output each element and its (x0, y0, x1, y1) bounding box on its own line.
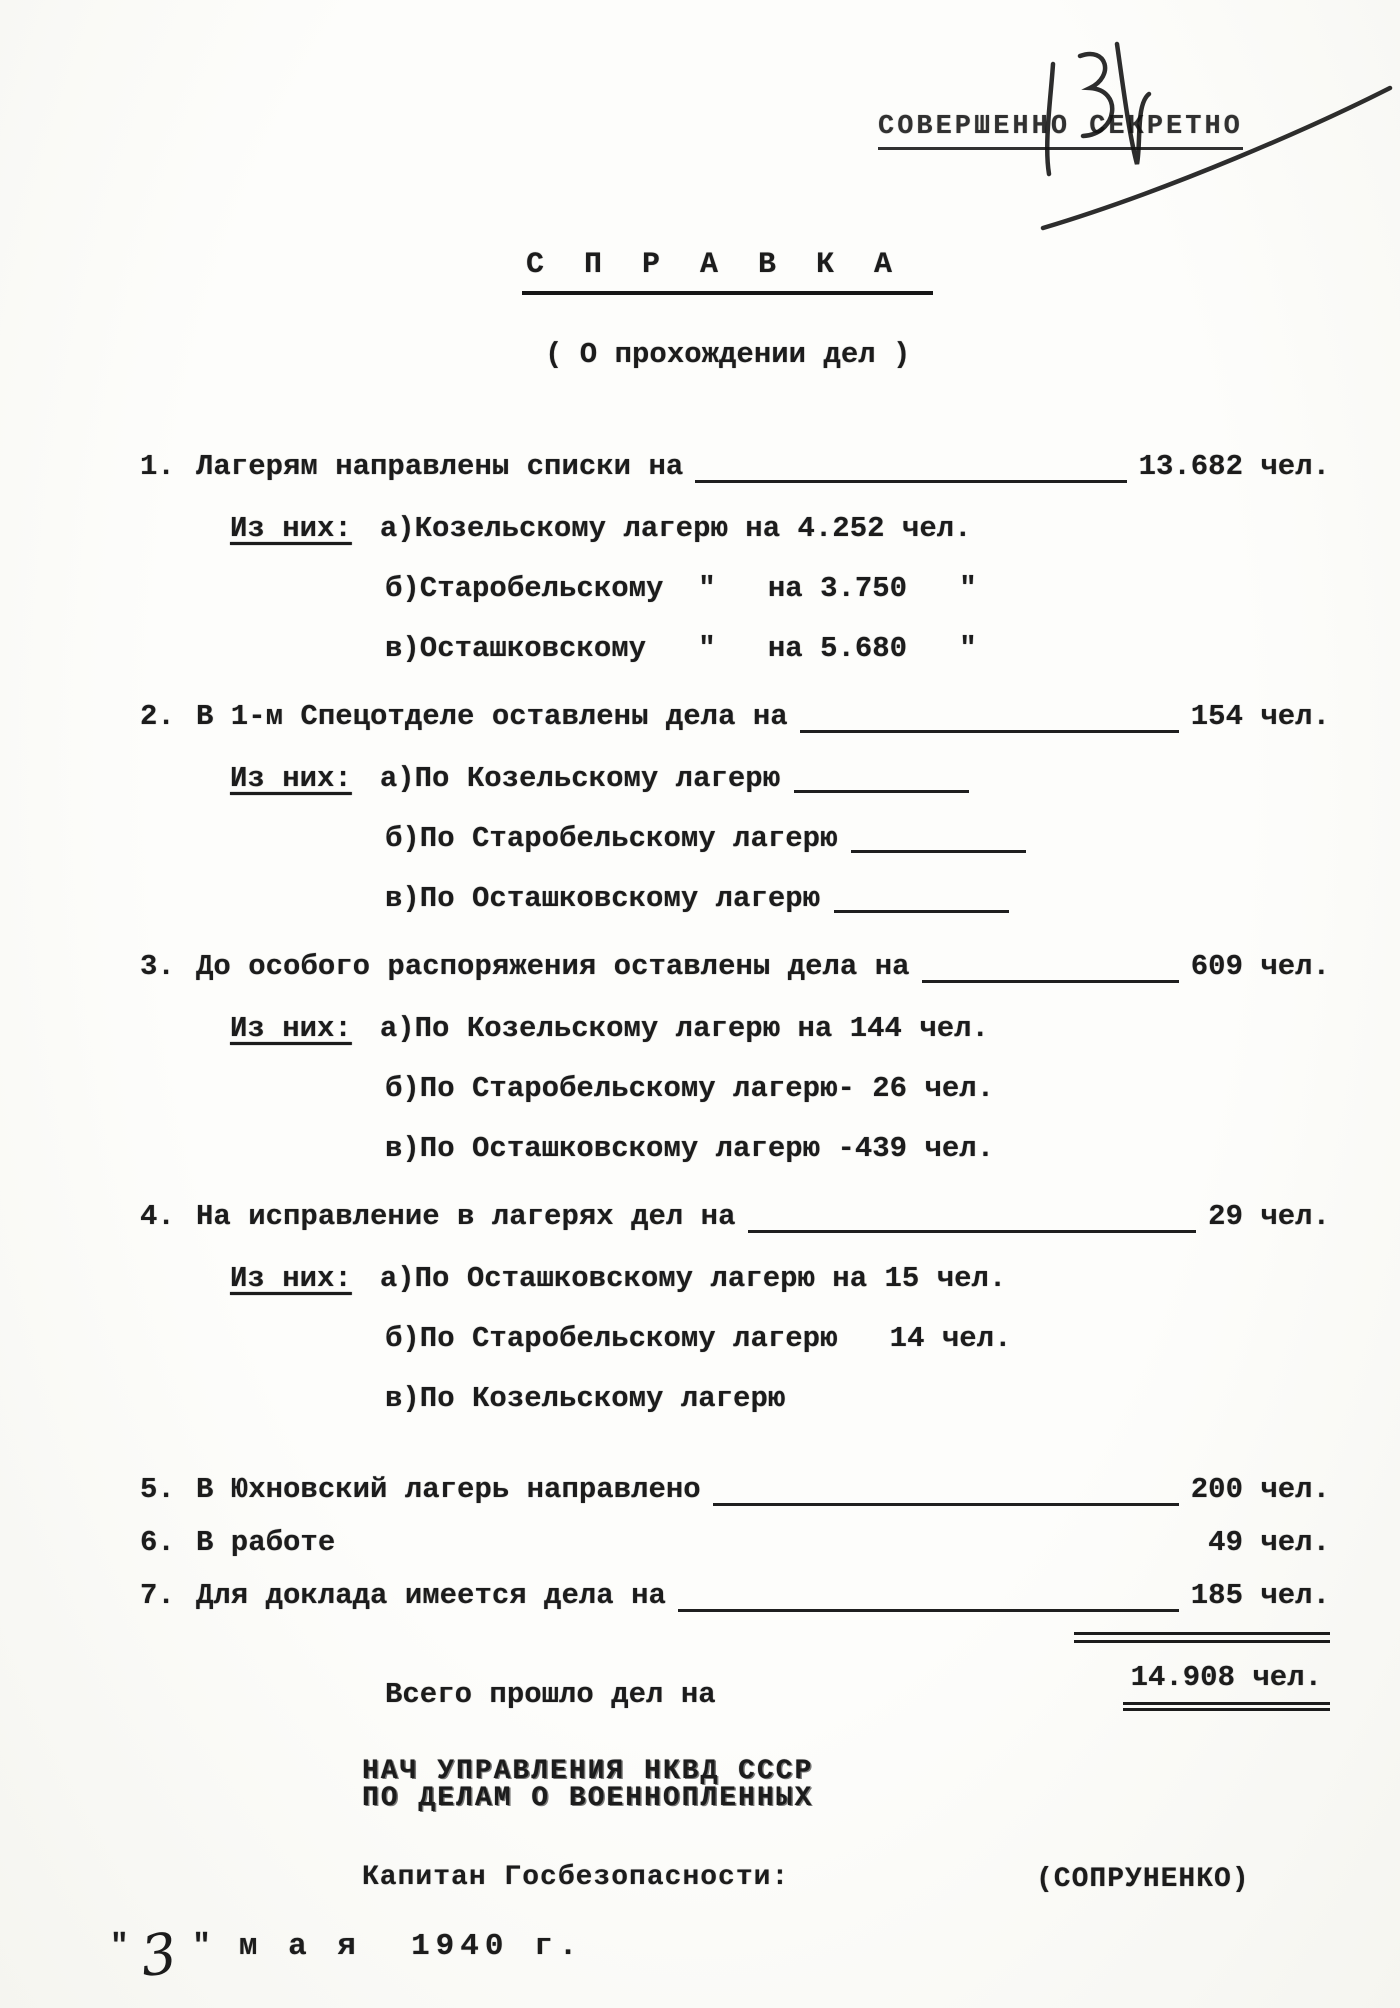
item-number: 6. (140, 1526, 175, 1559)
date-quote-close: " (192, 1929, 213, 1964)
subitem-text: а)Козельскому лагерю на 4.252 чел. (379, 512, 972, 545)
subitem-text: в)Осташковскому " на 5.680 " (385, 632, 977, 665)
item-7 (140, 1579, 1330, 1612)
signature-rank: Капитан Госбезопасности: (362, 1862, 790, 1893)
item-2-subline-v (140, 882, 1330, 915)
item-label: В Юхновский лагерь направлено (196, 1473, 701, 1506)
item-2-subline-b (140, 822, 1330, 855)
item-number: 4. (140, 1200, 175, 1233)
item-number: 1. (140, 450, 175, 483)
date-month-year: м а я 1940 г. (238, 1929, 584, 1964)
handwritten-scribble (985, 22, 1400, 262)
iz-nih-label: Из них: (230, 762, 352, 795)
subitem-text: б)По Старобельскому лагерю (385, 822, 838, 855)
item-3-subline-b (140, 1072, 1330, 1105)
item-1-main-line (140, 450, 1330, 483)
subitem-text: б)Старобельскому " на 3.750 " (385, 572, 977, 605)
sum-double-rule (1074, 1632, 1330, 1643)
item-4-main-line (140, 1200, 1330, 1233)
handwritten-day: 3 (136, 1920, 183, 1991)
item-value: 609 чел. (1190, 950, 1330, 983)
item-value: 185 чел. (1190, 1579, 1330, 1612)
item-4-subline-a (140, 1262, 1330, 1295)
signature-org-line1: НАЧ УПРАВЛЕНИЯ НКВД СССР (362, 1756, 814, 1787)
iz-nih-label: Из них: (230, 512, 352, 545)
subitem-text: б)По Старобельскому лагерю 14 чел. (385, 1322, 1012, 1355)
item-4-subline-b (140, 1322, 1330, 1355)
document-subtitle: ( О прохождении дел ) (545, 338, 911, 371)
signature-block (362, 1756, 813, 1893)
subitem-text: в)По Осташковскому лагерю -439 чел. (385, 1132, 995, 1165)
date-quote-open: " (110, 1929, 131, 1964)
fill-rule (800, 703, 1179, 733)
item-3-subline-v (140, 1132, 1330, 1165)
iz-nih-label: Из них: (230, 1012, 352, 1045)
classification-stamp: СОВЕРШЕННО СЕКРЕТНО (878, 112, 1243, 150)
item-value: 49 чел. (1208, 1526, 1330, 1559)
item-6 (140, 1526, 1330, 1559)
fill-rule (695, 453, 1126, 483)
item-6-main-line (140, 1526, 1330, 1559)
item-2 (140, 700, 1330, 915)
item-3 (140, 950, 1330, 1165)
item-4 (140, 1200, 1330, 1415)
fill-rule (922, 953, 1179, 983)
total-label: Всего прошло дел на (385, 1678, 716, 1711)
item-label: Лагерям направлены списки на (196, 450, 684, 483)
item-3-main-line (140, 950, 1330, 983)
item-number: 2. (140, 700, 175, 733)
fill-rule (794, 771, 969, 793)
item-2-main-line (140, 700, 1330, 733)
item-value: 154 чел. (1190, 700, 1330, 733)
spacer (347, 1529, 1196, 1559)
document-title: С П Р А В К А (522, 248, 933, 295)
subitem-text: а)По Козельскому лагерю на 144 чел. (379, 1012, 989, 1045)
item-1-subline-a (140, 512, 1330, 545)
fill-rule (834, 891, 1009, 913)
signature-name: (СОПРУНЕНКО) (1036, 1864, 1250, 1895)
subitem-text: в)По Козельскому лагерю (385, 1382, 786, 1415)
item-5-main-line (140, 1473, 1330, 1506)
fill-rule (713, 1476, 1179, 1506)
iz-nih-label: Из них: (230, 1262, 352, 1295)
item-2-subline-a (140, 762, 1330, 795)
subitem-text: в)По Осташковскому лагерю (385, 882, 821, 915)
item-1 (140, 450, 1330, 665)
item-label: На исправление в лагерях дел на (196, 1200, 736, 1233)
fill-rule (748, 1203, 1197, 1233)
total-line (140, 1661, 1330, 1711)
date-line (110, 1920, 584, 1991)
item-3-subline-a (140, 1012, 1330, 1045)
item-1-subline-b (140, 572, 1330, 605)
subitem-text: б)По Старобельскому лагерю- 26 чел. (385, 1072, 995, 1105)
item-label: До особого распоряжения оставлены дела на (196, 950, 910, 983)
item-value: 13.682 чел. (1138, 450, 1330, 483)
fill-rule (851, 831, 1026, 853)
item-number: 7. (140, 1579, 175, 1612)
item-number: 3. (140, 950, 175, 983)
item-4-subline-v (140, 1382, 1330, 1415)
items-list (140, 450, 1330, 1711)
signature-org-line2: ПО ДЕЛАМ О ВОЕННОПЛЕННЫХ (362, 1783, 814, 1814)
item-number: 5. (140, 1473, 175, 1506)
item-1-subline-v (140, 632, 1330, 665)
item-label: В 1-м Спецотделе оставлены дела на (196, 700, 788, 733)
item-5 (140, 1473, 1330, 1506)
item-value: 200 чел. (1190, 1473, 1330, 1506)
item-label: Для доклада имеется дела на (196, 1579, 666, 1612)
subitem-text: а)По Козельскому лагерю (379, 762, 781, 795)
total-value: 14.908 чел. (1123, 1661, 1330, 1711)
subitem-text: а)По Осташковскому лагерю на 15 чел. (379, 1262, 1007, 1295)
item-value: 29 чел. (1208, 1200, 1330, 1233)
fill-rule (678, 1582, 1179, 1612)
item-label: В работе (196, 1526, 336, 1559)
item-7-main-line (140, 1579, 1330, 1612)
